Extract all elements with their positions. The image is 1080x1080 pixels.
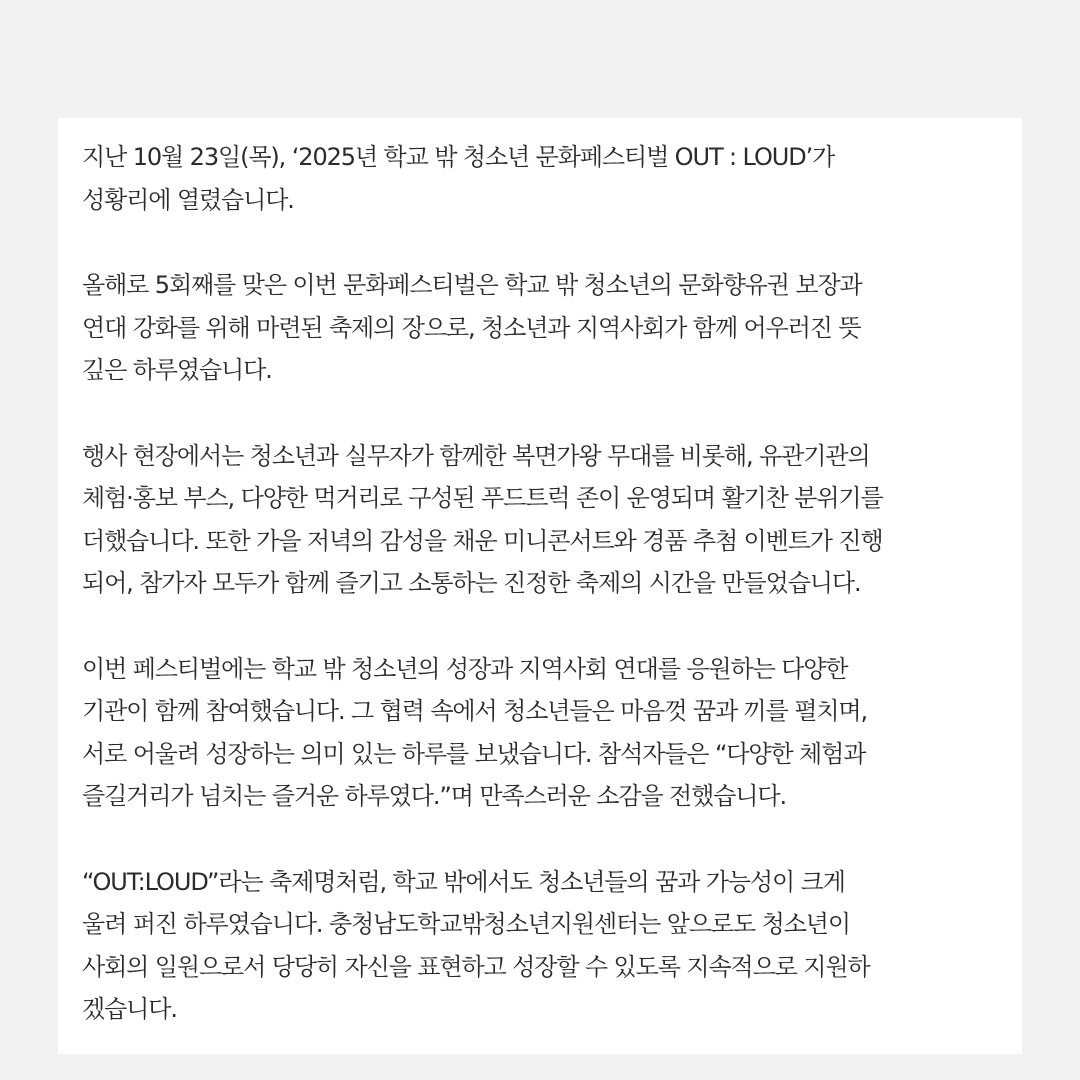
text-line: 연대 강화를 위해 마련된 축제의 장으로, 청소년과 지역사회가 함께 어우러진 뜻 <box>82 313 861 342</box>
paragraph-3 <box>82 435 998 605</box>
text-line: 행사 현장에서는 청소년과 실무자가 함께한 복면가왕 무대를 비롯해, 유관기관의 <box>82 441 870 470</box>
text-line: 체험·홍보 부스, 다양한 먹거리로 구성된 푸드트럭 존이 운영되며 활기찬 분위기를 <box>82 484 883 512</box>
article-card <box>58 118 1022 1054</box>
text-line: 되어, 참가자 모두가 함께 즐기고 소통하는 진정한 축제의 시간을 만들었습니다. <box>82 569 861 597</box>
paragraph-5 <box>82 861 998 1031</box>
text-line: “OUT:LOUD”라는 축제명처럼, 학교 밖에서도 청소년들의 꿈과 가능성이 크게 <box>82 867 845 896</box>
text-line: 깊은 하루였습니다. <box>82 356 272 384</box>
text-line: 성황리에 열렸습니다. <box>82 185 294 214</box>
text-line: 지난 10월 23일(목), ‘2025년 학교 밖 청소년 문화페스티벌 OUT : LOUD’가 <box>82 143 835 171</box>
paragraph-2 <box>82 264 998 392</box>
text-line: 사회의 일원으로서 당당히 자신을 표현하고 성장할 수 있도록 지속적으로 지원하 <box>82 952 870 981</box>
text-line: 서로 어울려 성장하는 의미 있는 하루를 보냈습니다. 참석자들은 “다양한 체험과 <box>82 739 866 768</box>
text-line: 올해로 5회째를 맞은 이번 문화페스티벌은 학교 밖 청소년의 문화향유권 보장과 <box>82 271 862 299</box>
text-line: 겠습니다. <box>82 995 177 1023</box>
paragraph-1 <box>82 136 998 221</box>
text-line: 더했습니다. 또한 가을 저녁의 감성을 채운 미니콘서트와 경품 추첨 이벤트가 진행 <box>82 526 883 555</box>
text-line: 울려 퍼진 하루였습니다. 충청남도학교밖청소년지원센터는 앞으로도 청소년이 <box>82 910 850 938</box>
text-line: 이번 페스티벌에는 학교 밖 청소년의 성장과 지역사회 연대를 응원하는 다양한 <box>82 654 848 683</box>
text-line: 기관이 함께 참여했습니다. 그 협력 속에서 청소년들은 마음껏 꿈과 끼를 펼치며, <box>82 697 868 725</box>
text-line: 즐길거리가 넘치는 즐거운 하루였다.”며 만족스러운 소감을 전했습니다. <box>82 782 786 810</box>
paragraph-4 <box>82 648 998 818</box>
